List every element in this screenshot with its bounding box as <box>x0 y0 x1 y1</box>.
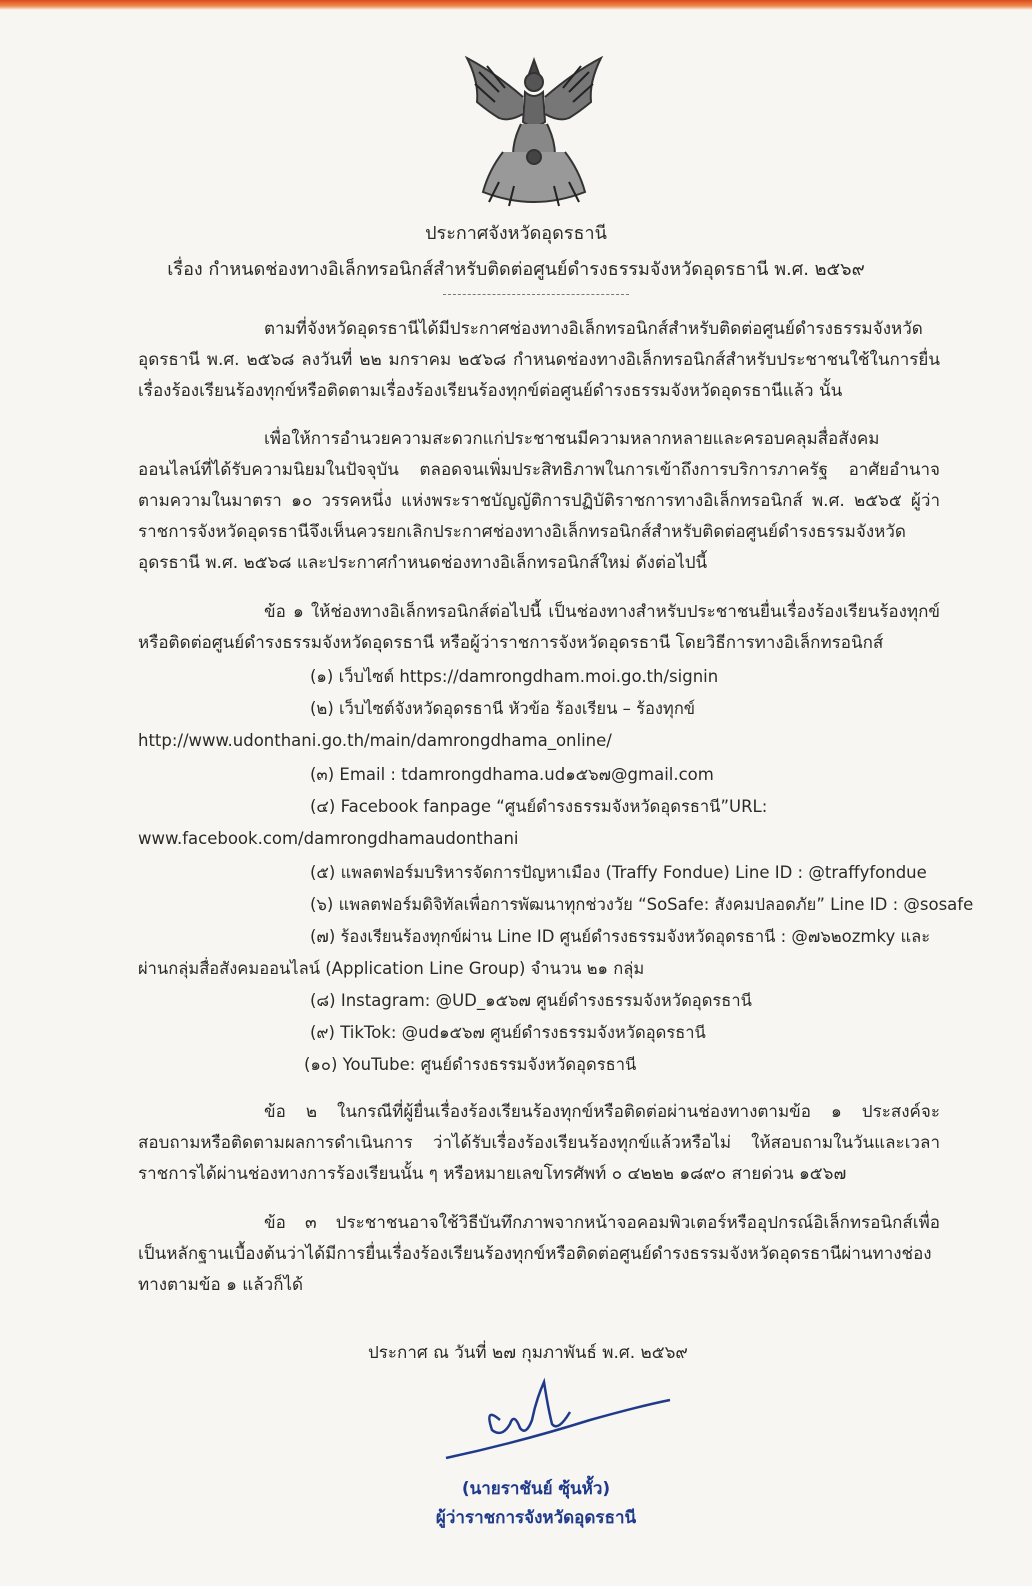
clause-2: ข้อ ๒ ในกรณีที่ผู้ยื่นเรื่องร้องเรียนร้องทุกข์หรือติดต่อผ่านช่องทางตามข้อ ๑ ประสงค์จะสอบถามหรือติดตามผลการดำเนินการ ว่าได้รับเรื่องร้องเรียนร้องทุกข์แล้วหรือไม่ ให้สอบถามในวันและเวลาราชการได้ผ่านช่องทางการร้องเรียนนั้น ๆ หรือหมายเลขโทรศัพท์ ๐ ๔๒๒๒ ๑๘๙๐ สายด่วน ๑๕๖๗ <box>138 1102 940 1184</box>
announcement-title: ประกาศจังหวัดอุดรธานี <box>425 223 607 244</box>
paragraph-background: ตามที่จังหวัดอุดรธานีได้มีประกาศช่องทางอิเล็กทรอนิกส์สำหรับติดต่อศูนย์ดำรงธรรมจังหวัดอุดรธานี พ.ศ. ๒๕๖๘ ลงวันที่ ๒๒ มกราคม ๒๕๖๘ กำหนดช่องทางอิเล็กทรอนิกส์สำหรับประชาชนใช้ในการยื่นเรื่องร้องเรียนร้องทุกข์หรือติดตามเรื่องร้องเรียนร้องทุกข์ต่อศูนย์ดำรงธรรมจังหวัดอุดรธานีแล้ว นั้น <box>138 319 940 401</box>
channel-item-8: (๘) Instagram: @UD_๑๕๖๗ ศูนย์ดำรงธรรมจังหวัดอุดรธานี <box>310 991 752 1010</box>
channel-item-10: (๑๐) YouTube: ศูนย์ดำรงธรรมจังหวัดอุดรธานี <box>304 1055 637 1074</box>
channel-item-2: (๒) เว็บไซต์จังหวัดอุดรธานี หัวข้อ ร้องเรียน – ร้องทุกข์ http://www.udonthani.go.th/main/damrongdhama_online/ <box>138 699 696 750</box>
channel-item-6: (๖) แพลตฟอร์มดิจิทัลเพื่อการพัฒนาทุกช่วงวัย “SoSafe: สังคมปลอดภัย” Line ID : @sosafe <box>310 895 974 914</box>
governor-signature <box>440 1372 680 1472</box>
channel-item-1: (๑) เว็บไซต์ https://damrongdham.moi.go.th/signin <box>310 667 719 686</box>
garuda-emblem-icon <box>459 52 609 210</box>
clause-3: ข้อ ๓ ประชาชนอาจใช้วิธีบันทึกภาพจากหน้าจอคอมพิวเตอร์หรืออุปกรณ์อิเล็กทรอนิกส์เพื่อเป็นหลักฐานเบื้องต้นว่าได้มีการยื่นเรื่องร้องเรียนร้องทุกข์หรือติดต่อศูนย์ดำรงธรรมจังหวัดอุดรธานีผ่านทางช่องทางตามข้อ ๑ แล้วก็ได้ <box>138 1213 940 1295</box>
clause-1: ข้อ ๑ ให้ช่องทางอิเล็กทรอนิกส์ต่อไปนี้ เป็นช่องทางสำหรับประชาชนยื่นเรื่องร้องเรียนร้องทุกข์หรือติดต่อศูนย์ดำรงธรรมจังหวัดอุดรธานี หรือผู้ว่าราชการจังหวัดอุดรธานี โดยวิธีการทางอิเล็กทรอนิกส์ <box>138 602 940 653</box>
paragraph-rationale: เพื่อให้การอำนวยความสะดวกแก่ประชาชนมีความหลากหลายและครอบคลุมสื่อสังคมออนไลน์ที่ได้รับความนิยมในปัจจุบัน ตลอดจนเพิ่มประสิทธิภาพในการเข้าถึงการบริการภาครัฐ อาศัยอำนาจตามความในมาตรา ๑๐ วรรคหนึ่ง แห่งพระราชบัญญัติการปฏิบัติราชการทางอิเล็กทรอนิกส์ พ.ศ. ๒๕๖๕ ผู้ว่าราชการจังหวัดอุดรธานีจึงเห็นควรยกเลิกประกาศช่องทางอิเล็กทรอนิกส์สำหรับติดต่อศูนย์ดำรงธรรมจังหวัดอุดรธานี พ.ศ. ๒๕๖๘ และประกาศกำหนดช่องทางอิเล็กทรอนิกส์ใหม่ ดังต่อไปนี้ <box>138 429 940 573</box>
announcement-date: ประกาศ ณ วันที่ ๒๗ กุมภาพันธ์ พ.ศ. ๒๕๖๙ <box>368 1343 688 1363</box>
signer-name: (นายราชันย์ ซุ้นหั้ว) <box>461 1479 611 1499</box>
title-divider <box>443 294 629 295</box>
channel-item-3: (๓) Email : tdamrongdhama.ud๑๕๖๗@gmail.com <box>310 765 714 784</box>
channel-item-9: (๙) TikTok: @ud๑๕๖๗ ศูนย์ดำรงธรรมจังหวัดอุดรธานี <box>310 1023 706 1042</box>
signer-title: ผู้ว่าราชการจังหวัดอุดรธานี <box>435 1508 637 1528</box>
announcement-subject: เรื่อง กำหนดช่องทางอิเล็กทรอนิกส์สำหรับติดต่อศูนย์ดำรงธรรมจังหวัดอุดรธานี พ.ศ. ๒๕๖๙ <box>167 259 865 280</box>
channel-item-5: (๕) แพลตฟอร์มบริหารจัดการปัญหาเมือง (Traffy Fondue) Line ID : @traffyfondue <box>310 863 927 882</box>
channel-item-4: (๔) Facebook fanpage “ศูนย์ดำรงธรรมจังหวัดอุดรธานี”URL: www.facebook.com/damrongdhamaudonthani <box>138 797 768 848</box>
channel-item-7: (๗) ร้องเรียนร้องทุกข์ผ่าน Line ID ศูนย์ดำรงธรรมจังหวัดอุดรธานี : @๗๖๒ozmky และผ่านกลุ่มสื่อสังคมออนไลน์ (Application Line Group) จำนวน ๒๑ กลุ่ม <box>138 927 931 978</box>
